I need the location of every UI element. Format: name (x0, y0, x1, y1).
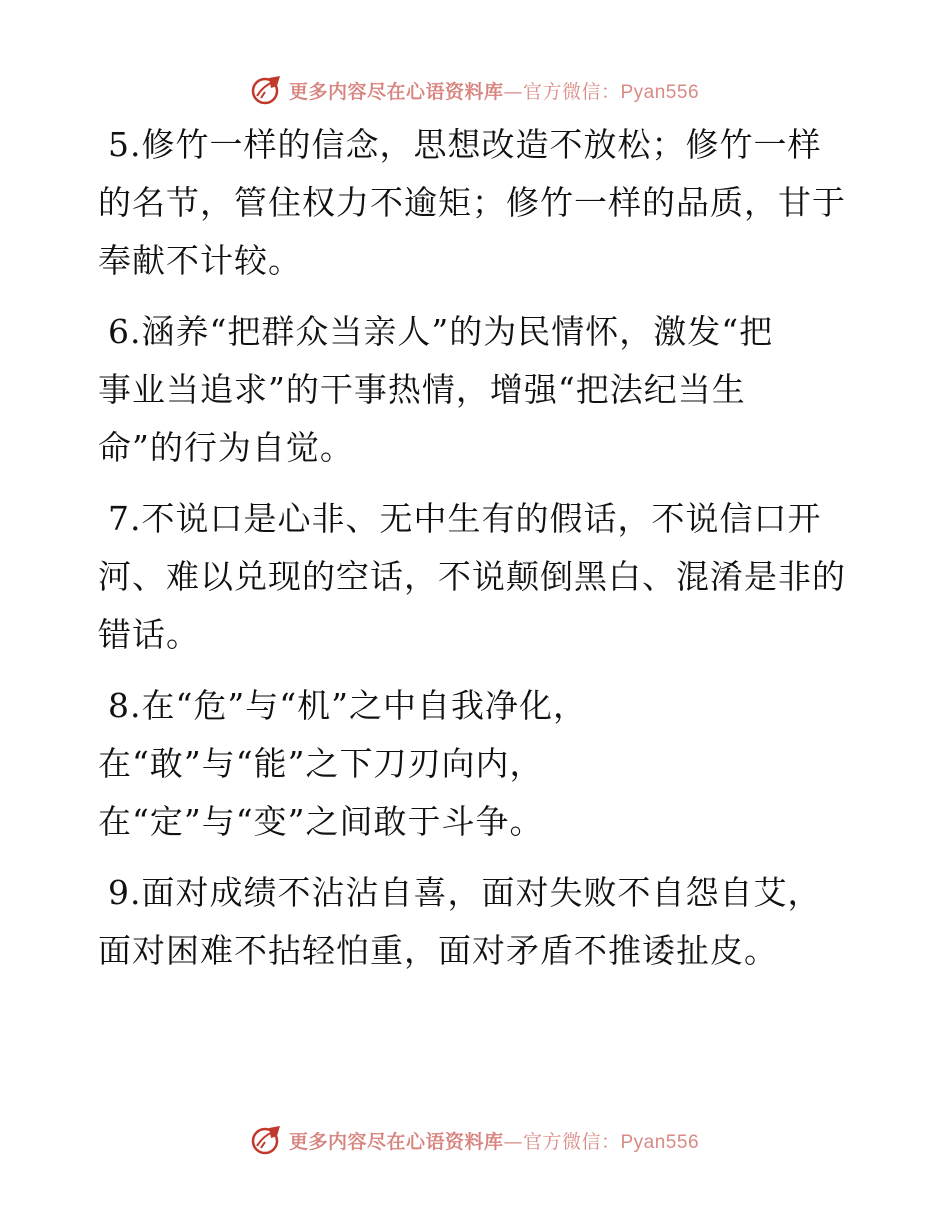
paragraph-line: 7.不说口是心非、无中生有的假话，不说信口开 (108, 499, 822, 538)
document-body (98, 116, 858, 980)
paragraph-line: 5.修竹一样的信念，思想改造不放松；修竹一样 (108, 125, 822, 164)
banner-handle: Pyan556 (620, 1131, 700, 1153)
banner-wechat-label: 官方微信： (522, 80, 621, 103)
banner-inner (251, 74, 699, 106)
pen-logo-icon (251, 74, 283, 106)
paragraph-line: 奉献不计较。 (98, 241, 302, 280)
banner-handle: Pyan556 (620, 81, 700, 103)
paragraph-line: 面对困难不拈轻怕重，面对矛盾不推诿扯皮。 (98, 931, 778, 970)
paragraph-line: 命”的行为自觉。 (98, 428, 354, 467)
paragraph-line: 的名节，管住权力不逾矩；修竹一样的品质，甘于 (98, 183, 846, 222)
paragraph-line: 8.在“危”与“机”之中自我净化， (108, 686, 587, 725)
paragraph-item-7 (98, 490, 858, 664)
paragraph-item-6 (98, 303, 858, 477)
banner-text (289, 77, 699, 104)
paragraph-line: 事业当追求”的干事热情，增强“把法纪当生 (98, 370, 746, 409)
paragraph-item-5 (98, 116, 858, 290)
banner-dash: — (503, 1130, 523, 1153)
header-banner (0, 70, 950, 110)
banner-dash: — (503, 80, 523, 103)
banner-inner (251, 1124, 699, 1156)
footer-banner (0, 1120, 950, 1160)
paragraph-line: 在“定”与“变”之间敢于斗争。 (98, 802, 544, 841)
paragraph-line: 河、难以兑现的空话，不说颠倒黑白、混淆是非的 (98, 557, 846, 596)
banner-main-text: 更多内容尽在心语资料库 (288, 80, 504, 103)
paragraph-item-8 (98, 677, 858, 851)
pen-logo-icon (251, 1124, 283, 1156)
banner-main-text: 更多内容尽在心语资料库 (288, 1130, 504, 1153)
paragraph-line: 6.涵养“把群众当亲人”的为民情怀，激发“把 (108, 312, 774, 351)
paragraph-line: 9.面对成绩不沾沾自喜，面对失败不自怨自艾， (108, 873, 822, 912)
paragraph-line: 在“敢”与“能”之下刀刃向内， (98, 744, 544, 783)
banner-wechat-label: 官方微信： (522, 1130, 621, 1153)
paragraph-item-9 (98, 864, 858, 980)
banner-text (289, 1127, 699, 1154)
paragraph-line: 错话。 (98, 615, 200, 654)
